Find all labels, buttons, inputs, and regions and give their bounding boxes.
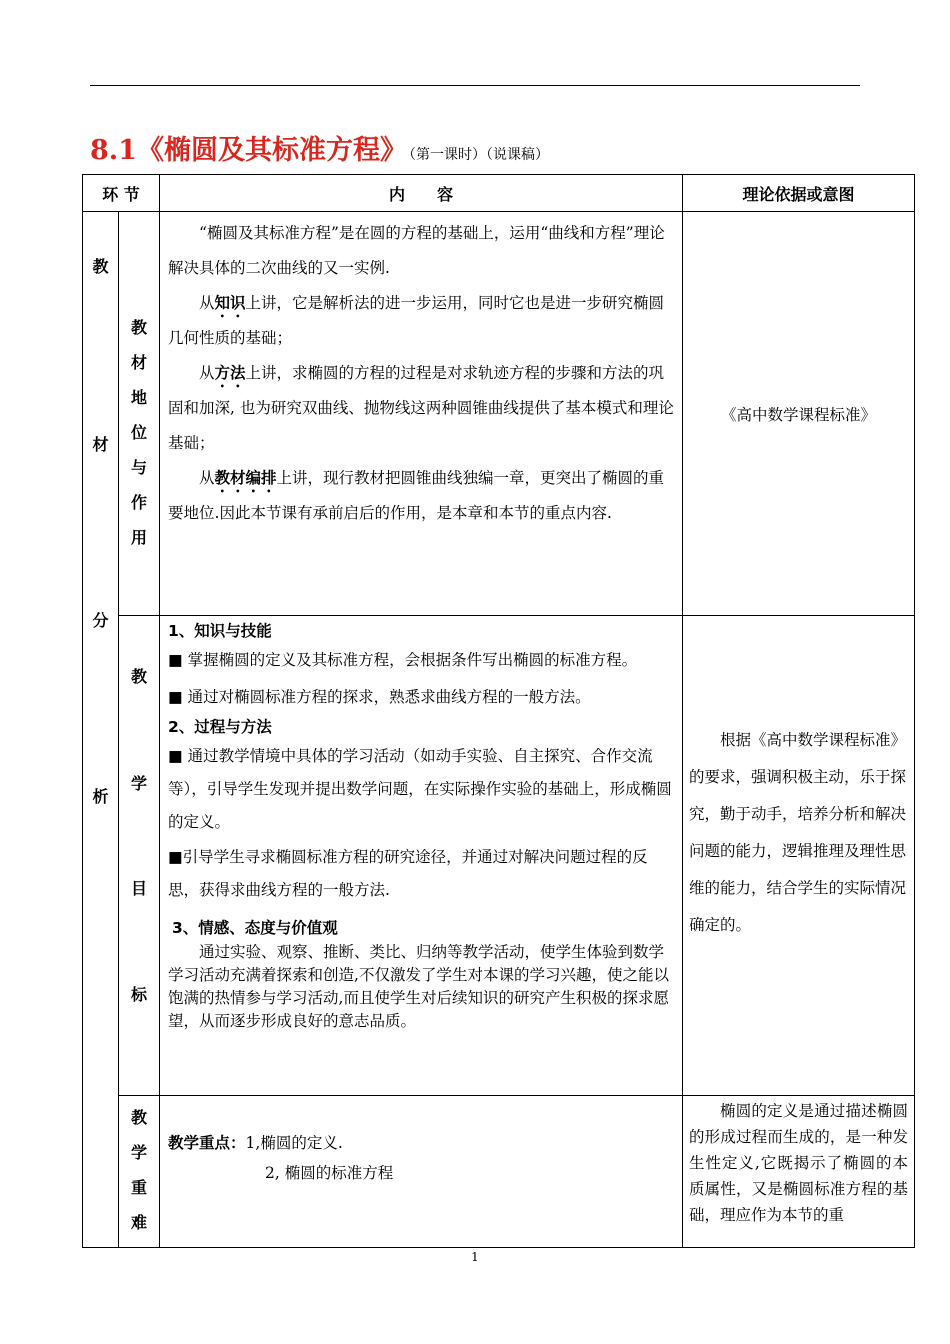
paragraph-textbook: 从教材编排上讲，现行教材把圆锥曲线独编一章，更突出了椭圆的重要地位.因此本节课有承前启后的作用，是本章和本节的重点内容. bbox=[168, 469, 665, 522]
emphasis-method: 方法 bbox=[214, 364, 246, 382]
content-teaching-goals bbox=[160, 616, 683, 1095]
rationale-material-position: 《高中数学课程标准》 bbox=[683, 212, 915, 616]
title-main: 8.1《椭圆及其标准方程》 bbox=[90, 135, 407, 166]
row-teaching-goals bbox=[83, 616, 915, 1095]
label-key-points: 教 学 重 难 bbox=[119, 1095, 160, 1247]
label-teaching-goals: 教 学 目 标 bbox=[119, 616, 160, 1095]
key-point-line: 教学重点：1,椭圆的定义. bbox=[168, 1133, 343, 1152]
content-key-points bbox=[160, 1095, 683, 1247]
group-label-material-analysis: 教 材 分 析 bbox=[83, 212, 119, 1248]
label-material-position: 教 材 地 位 与 作 用 bbox=[119, 212, 160, 616]
row-key-points bbox=[83, 1095, 915, 1247]
header-rationale: 理论依据或意图 bbox=[683, 175, 915, 212]
paragraph-method: 从方法上讲，求椭圆的方程的过程是对求轨迹方程的步骤和方法的巩固和加深, 也为研究双曲线、抛物线这两种圆锥曲线提供了基本模式和理论基础； bbox=[168, 364, 674, 452]
title-subtitle: （第一课时）（说课稿） bbox=[408, 147, 549, 163]
lesson-plan-table bbox=[82, 174, 915, 1248]
header-content: 内 容 bbox=[160, 175, 683, 212]
goal-item: ■ 掌握椭圆的定义及其标准方程，会根据条件写出椭圆的标准方程。 bbox=[168, 651, 638, 670]
emphasis-knowledge: 知识 bbox=[214, 294, 246, 312]
paragraph-knowledge: 从知识上讲，它是解析法的进一步运用，同时它也是进一步研究椭圆几何性质的基础； bbox=[168, 294, 665, 347]
goal-heading-attitude: 3、情感、态度与价值观 bbox=[172, 919, 338, 938]
goal-item: ■引导学生寻求椭圆标准方程的研究途径，并通过对解决问题过程的反思，获得求曲线方程的一般方法. bbox=[168, 848, 648, 900]
content-material-position bbox=[160, 212, 683, 616]
goal-heading-knowledge: 1、知识与技能 bbox=[168, 622, 272, 641]
paragraph: “椭圆及其标准方程”是在圆的方程的基础上，运用“曲线和方程”理论解决具体的二次曲线的又一实例. bbox=[168, 224, 665, 277]
emphasis-textbook: 教材编排 bbox=[214, 469, 277, 487]
goal-item: ■ 通过教学情境中具体的学习活动（如动手实验、自主探究、合作交流等），引导学生发现并提出数学问题，在实际操作实验的基础上，形成椭圆的定义。 bbox=[168, 747, 672, 832]
goal-item: ■ 通过对椭圆标准方程的探求，熟悉求曲线方程的一般方法。 bbox=[168, 688, 591, 707]
rationale-teaching-goals: 根据《高中数学课程标准》的要求，强调积极主动，乐于探究，勤于动手，培养分析和解决问题的能力，逻辑推理及理性思维的能力，结合学生的实际情况确定的。 bbox=[683, 616, 915, 1095]
rationale-key-points: 椭圆的定义是通过描述椭圆的形成过程而生成的，是一种发生性定义,它既揭示了椭圆的本质属性，又是椭圆标准方程的基础，理应作为本节的重 bbox=[683, 1095, 915, 1247]
page-number: 1 bbox=[471, 1250, 479, 1264]
goal-paragraph: 通过实验、观察、推断、类比、归纳等教学活动，使学生体验到数学学习活动充满着探索和创造,不仅激发了学生对本课的学习兴趣，使之能以饱满的热情参与学习活动,而且使学生对后续知识的研究产生积极的探求愿望，从而逐步形成良好的意志品质。 bbox=[168, 943, 669, 1031]
header-section: 环 节 bbox=[83, 175, 160, 212]
goal-heading-process: 2、过程与方法 bbox=[168, 718, 272, 737]
table-header-row bbox=[83, 175, 915, 212]
key-points-label: 教学重点： bbox=[168, 1133, 246, 1152]
key-point-line: 2, 椭圆的标准方程 bbox=[265, 1163, 394, 1182]
header-rule bbox=[90, 85, 860, 86]
lesson-title bbox=[90, 128, 549, 167]
row-material-position bbox=[83, 212, 915, 616]
